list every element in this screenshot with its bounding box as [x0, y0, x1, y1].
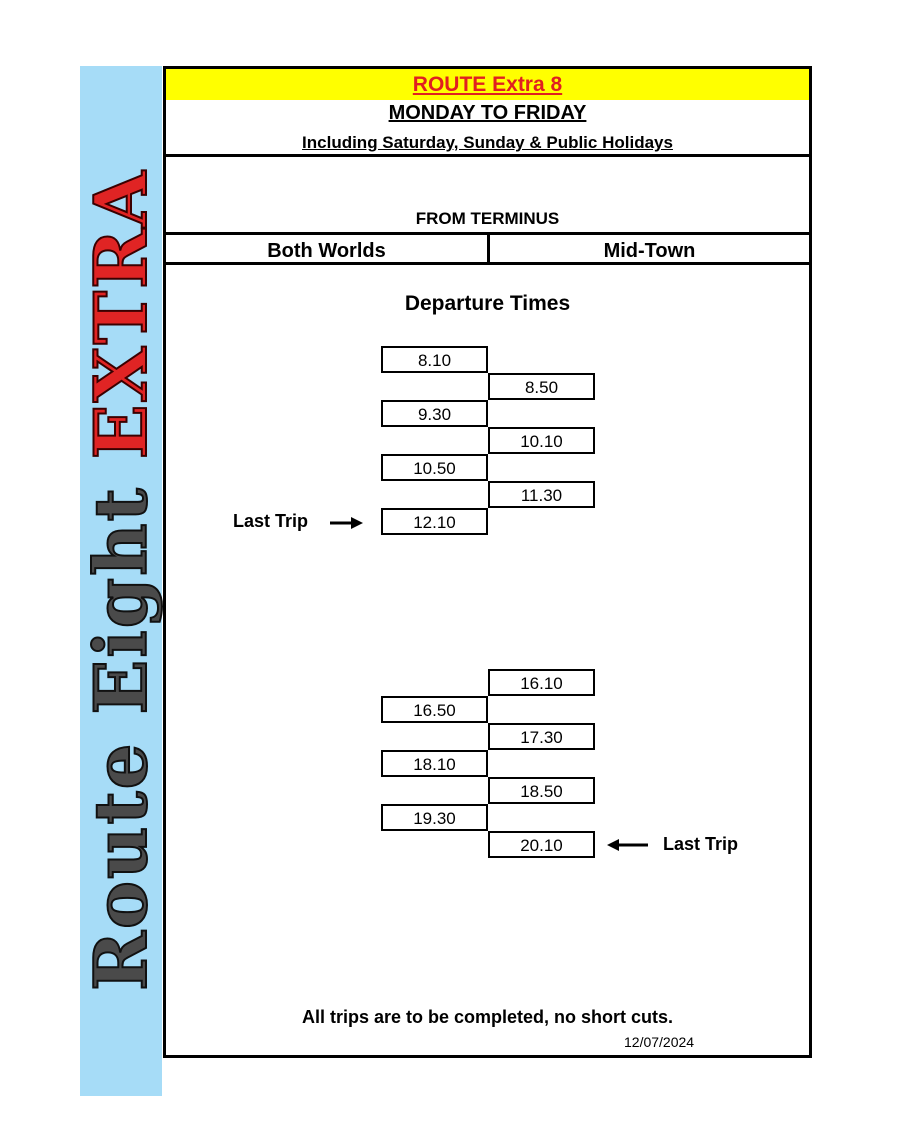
time-cell: 12.10 [381, 508, 488, 535]
side-title-extra: EXTRA [78, 169, 163, 460]
time-cell: 17.30 [488, 723, 595, 750]
time-cell: 18.50 [488, 777, 595, 804]
column-mid-town: Mid-Town [603, 240, 696, 262]
time-cell: 10.50 [381, 454, 488, 481]
route-title-bar [166, 69, 809, 100]
time-cell: 8.50 [488, 373, 595, 400]
time-cell: 20.10 [488, 831, 595, 858]
side-title [78, 169, 163, 991]
last-trip-label: Last Trip [233, 511, 309, 531]
departure-times-title: Departure Times [404, 292, 571, 315]
last-trip-label: Last Trip [663, 834, 739, 854]
time-cell: 16.10 [488, 669, 595, 696]
timetable-frame [163, 66, 812, 1058]
side-title-route: Route Eight [78, 486, 163, 991]
time-cell: 9.30 [381, 400, 488, 427]
arrow-left-icon [607, 838, 649, 852]
time-cell: 18.10 [381, 750, 488, 777]
route-title: ROUTE Extra 8 [412, 73, 563, 96]
time-cell: 11.30 [488, 481, 595, 508]
time-cell: 10.10 [488, 427, 595, 454]
time-cell: 16.50 [381, 696, 488, 723]
includes-heading: Including Saturday, Sunday & Public Holidays [302, 133, 673, 152]
divider-header [166, 154, 809, 157]
time-cell: 8.10 [381, 346, 488, 373]
days-heading: MONDAY TO FRIDAY [388, 102, 587, 124]
footer-note: All trips are to be completed, no short cuts. [301, 1007, 674, 1027]
arrow-right-icon [329, 516, 365, 530]
footer-date: 12/07/2024 [624, 1034, 695, 1050]
column-both-worlds: Both Worlds [267, 240, 386, 262]
time-cell: 19.30 [381, 804, 488, 831]
divider-columns [166, 262, 809, 265]
from-terminus-label: FROM TERMINUS [415, 209, 560, 228]
